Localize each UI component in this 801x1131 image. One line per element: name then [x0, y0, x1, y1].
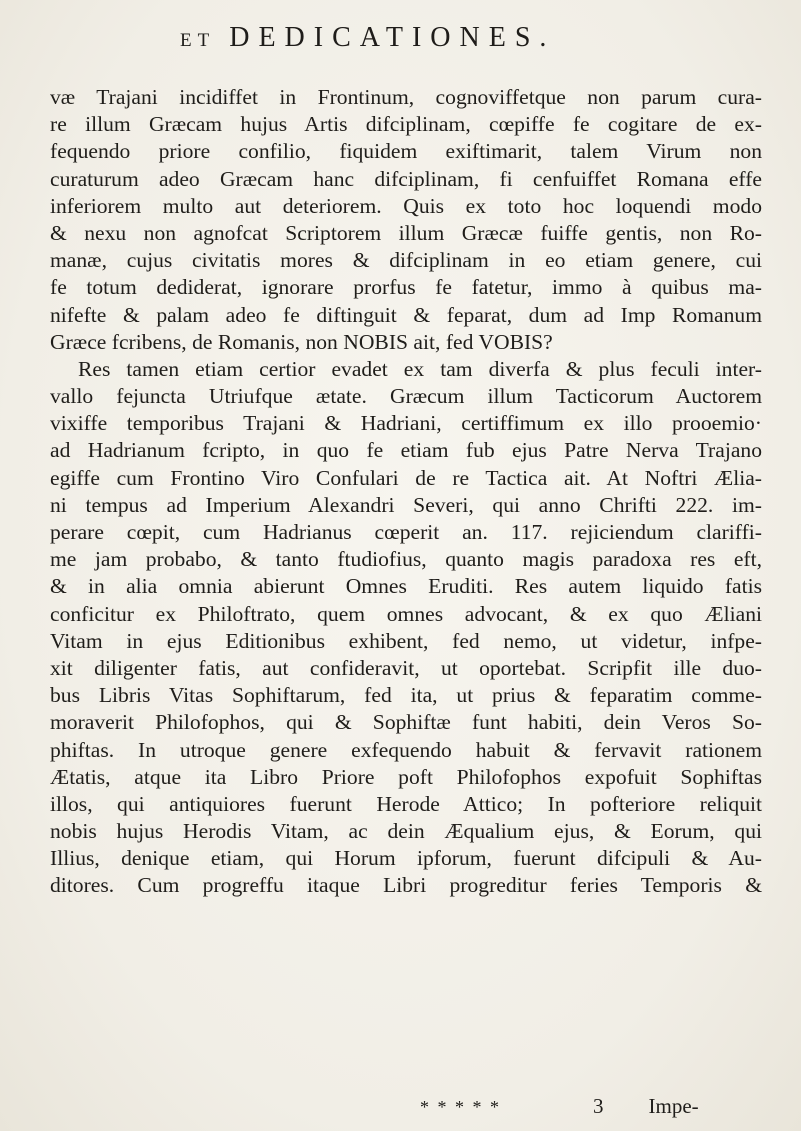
signature-mark: 3 [593, 1094, 604, 1118]
text-line: curaturum adeo Græcam hanc difciplinam, fi cenfuiffet Romana effe [50, 166, 762, 191]
text-line: vixiffe temporibus Trajani & Hadriani, certiffimum ex illo prooemio· [50, 411, 762, 436]
running-head [180, 22, 650, 54]
catchword: Impe- [648, 1094, 699, 1118]
text-line: re illum Græcam hujus Artis difciplinam, cœpiffe fe cogitare de ex- [50, 112, 762, 137]
text-line: inferiorem multo aut deteriorem. Quis ex toto hoc loquendi modo [50, 193, 762, 218]
text-line: ditores. Cum progreffu itaque Libri progreditur feries Temporis & [50, 873, 762, 898]
text-line: & in alia omnia abierunt Omnes Eruditi. Res autem liquido fatis [50, 574, 762, 599]
text-line: moraverit Philofophos, qui & Sophiftæ funt habiti, dein Veros So- [50, 710, 762, 735]
text-line: nobis hujus Herodis Vitam, ac dein Æqualium ejus, & Eorum, qui [50, 819, 762, 844]
text-line: perare cœpit, cum Hadrianus cœperit an. 117. rejiciendum clariffi- [50, 520, 762, 544]
page-footer [420, 1094, 760, 1119]
text-line: fequendo priore confilio, fiquidem exiftimarit, talem Virum non [50, 139, 762, 164]
body-text [50, 84, 762, 900]
text-line: ni tempus ad Imperium Alexandri Severi, qui anno Chrifti 222. im- [50, 492, 762, 517]
text-line: egiffe cum Frontino Viro Confulari de re Tactica ait. At Noftri Ælia- [50, 465, 762, 490]
text-line: Illius, denique etiam, qui Horum ipforum, fuerunt difcipuli & Au- [50, 846, 762, 871]
text-line: ad Hadrianum fcripto, in quo fe etiam fub ejus Patre Nerva Trajano [50, 438, 762, 463]
running-head-title: DEDICATIONES. [229, 22, 556, 53]
text-line: conficitur ex Philoftrato, quem omnes advocant, & ex quo Æliani [50, 601, 762, 626]
running-head-prefix: ET [180, 30, 216, 51]
text-line: bus Libris Vitas Sophiftarum, fed ita, ut prius & feparatim comme- [50, 683, 762, 708]
text-line: fe totum dediderat, ignorare prorfus fe fatetur, immo à quibus ma- [50, 275, 762, 300]
text-line: Res tamen etiam certior evadet ex tam diverfa & plus feculi inter- [78, 356, 762, 381]
text-line: manæ, cujus civitatis mores & difciplinam in eo etiam genere, cui [50, 248, 762, 273]
text-line: Græce fcribens, de Romanis, non NOBIS ait, fed VOBIS? [50, 329, 553, 354]
text-line: vallo fejuncta Utriufque ætate. Græcum illum Tacticorum Auctorem [50, 384, 762, 409]
signature-stars: * * * * * [420, 1097, 501, 1117]
text-line: Vitam in ejus Editionibus exhibent, fed nemo, ut videtur, infpe- [50, 628, 762, 653]
text-line: phiftas. In utroque genere exfequendo habuit & fervavit rationem [50, 737, 762, 762]
text-line: & nexu non agnofcat Scriptorem illum Græcæ fuiffe gentis, non Ro- [50, 220, 762, 245]
text-line: nifefte & palam adeo fe diftinguit & feparat, dum ad Imp Romanum [50, 302, 762, 327]
text-line: Ætatis, atque ita Libro Priore poft Philofophos expofuit Sophiftas [50, 764, 762, 789]
text-line: væ Trajani incidiffet in Frontinum, cognoviffetque non parum cura- [50, 85, 762, 109]
text-line: illos, qui antiquiores fuerunt Herode Attico; In pofteriore reliquit [50, 791, 762, 816]
text-line: xit diligenter fatis, aut confideravit, ut oportebat. Scripfit ille duo- [50, 655, 762, 680]
text-line: me jam probabo, & tanto ftudiofius, quanto magis paradoxa res eft, [50, 547, 762, 572]
